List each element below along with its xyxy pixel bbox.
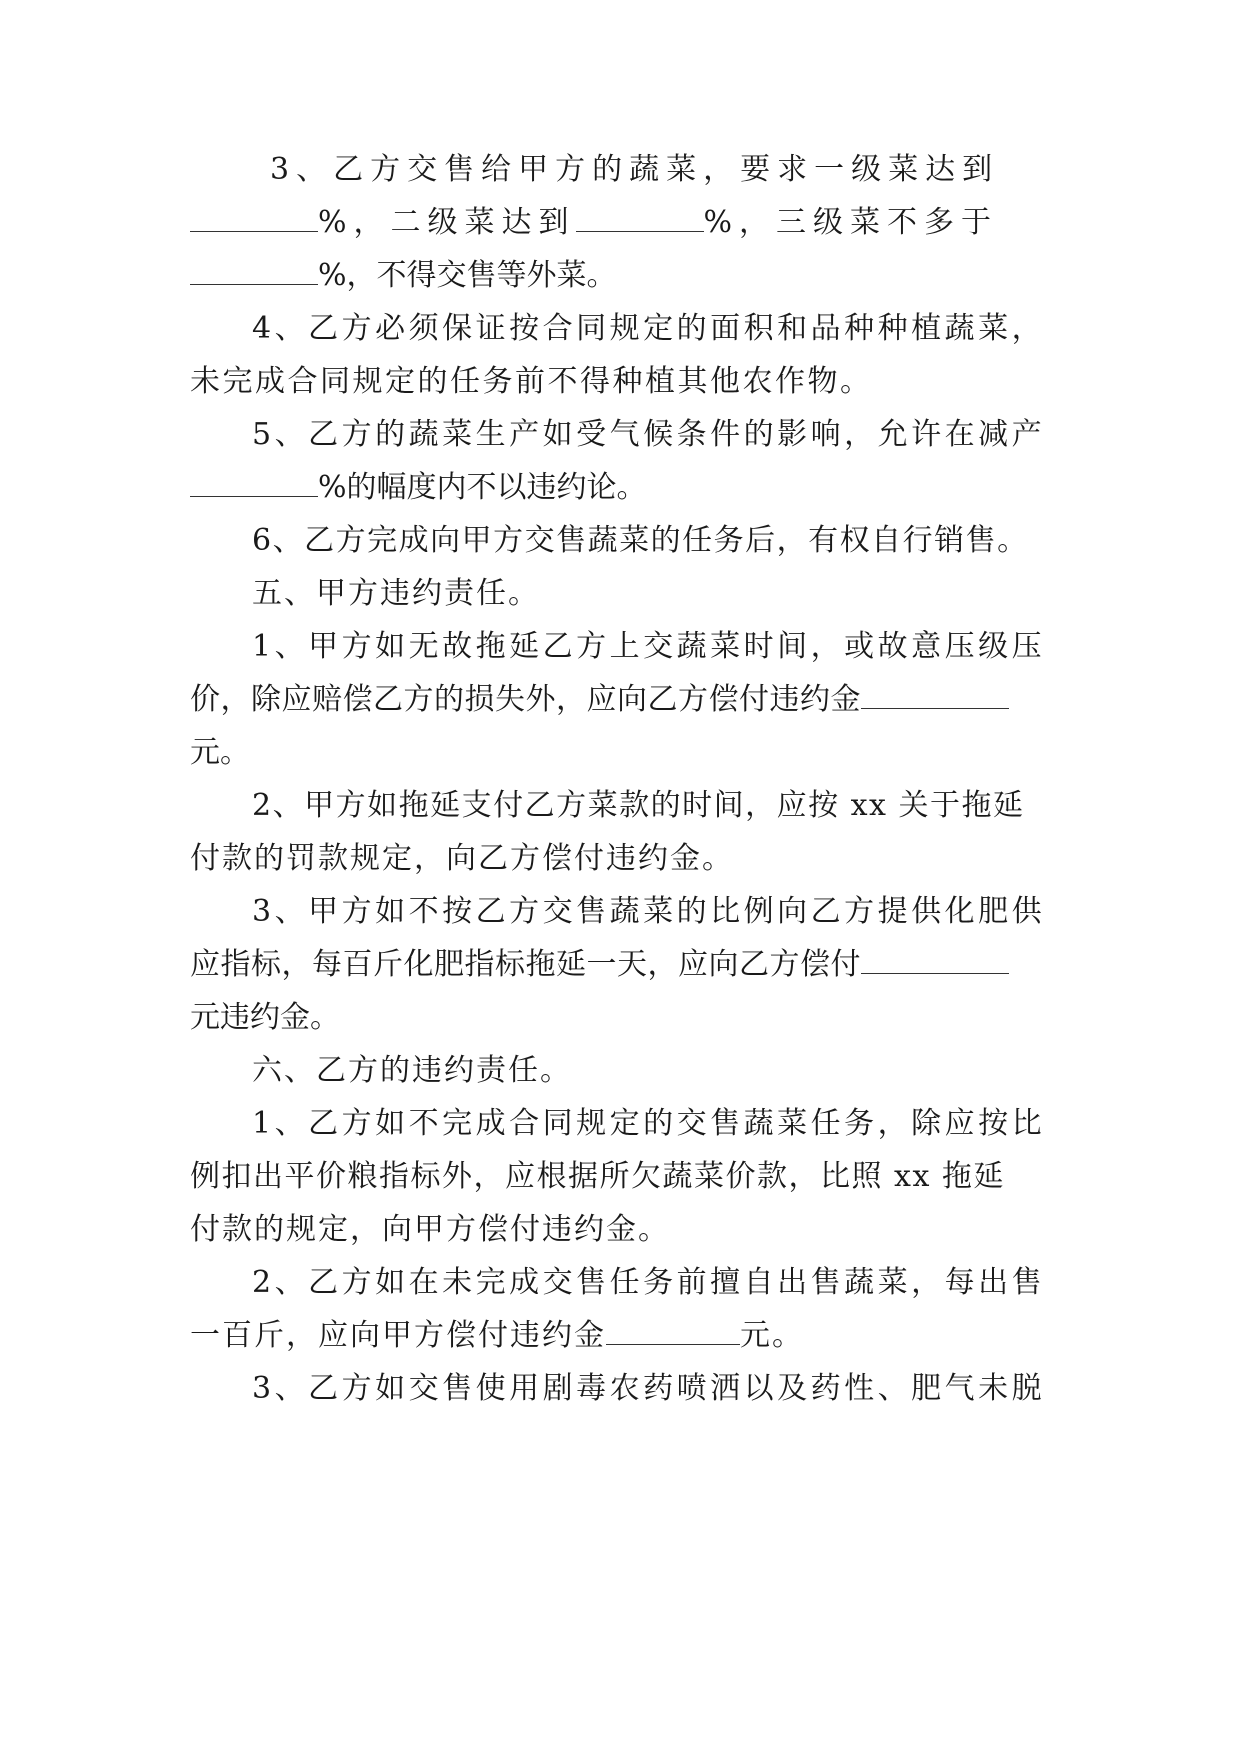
paragraph-line xyxy=(190,680,1050,720)
line-text: 3、乙方交售给甲方的蔬菜，要求一级菜达到 xyxy=(270,152,1000,187)
line-text: 5、乙方的蔬菜生产如受气候条件的影响，允许在减产 xyxy=(252,417,1046,452)
line-text: 3、甲方如不按乙方交售蔬菜的比例向乙方提供化肥供 xyxy=(252,894,1046,929)
paragraph-line xyxy=(190,945,1050,985)
line-text: %，三级菜不多于 xyxy=(703,205,999,240)
line-text: 未完成合同规定的任务前不得种植其他农作物。 xyxy=(190,364,873,399)
paragraph-line xyxy=(190,1157,1050,1197)
line-text: %，二级菜达到 xyxy=(318,205,576,240)
paragraph-line xyxy=(190,468,1050,508)
paragraph-line xyxy=(252,892,1050,932)
line-text: 元违约金。 xyxy=(190,1000,340,1035)
paragraph-line xyxy=(190,256,1050,296)
paragraph-line xyxy=(252,786,1050,826)
line-text: 付款的规定，向甲方偿付违约金。 xyxy=(190,1212,670,1247)
line-text: 6、乙方完成向甲方交售蔬菜的任务后，有权自行销售。 xyxy=(252,523,1029,558)
line-text: 4、乙方必须保证按合同规定的面积和品种种植蔬菜， xyxy=(252,311,1046,346)
line-text: 六、乙方的违约责任。 xyxy=(252,1053,572,1088)
line-text: 3、乙方如交售使用剧毒农药喷洒以及药性、肥气未脱 xyxy=(252,1371,1046,1406)
paragraph-line xyxy=(190,1316,1050,1356)
line-text: 1、乙方如不完成合同规定的交售蔬菜任务，除应按比 xyxy=(252,1106,1046,1141)
line-text: 2、乙方如在未完成交售任务前擅自出售蔬菜，每出售 xyxy=(252,1265,1046,1300)
paragraph-line xyxy=(190,362,1050,402)
paragraph-line xyxy=(252,415,1050,455)
section-heading xyxy=(252,574,1050,614)
paragraph-line xyxy=(190,1210,1050,1250)
fill-blank xyxy=(861,945,1009,974)
fill-blank xyxy=(576,203,704,232)
fill-blank xyxy=(606,1316,740,1345)
paragraph-line xyxy=(270,150,1050,190)
paragraph-line xyxy=(252,1263,1050,1303)
paragraph-line xyxy=(190,839,1050,879)
paragraph-line xyxy=(190,203,1050,243)
line-text: 一百斤，应向甲方偿付违约金 xyxy=(190,1318,606,1353)
line-text: 元。 xyxy=(190,735,250,770)
paragraph-line xyxy=(190,998,1050,1038)
line-text: %，不得交售等外菜。 xyxy=(318,258,617,293)
paragraph-line xyxy=(252,1369,1050,1409)
line-text: 2、甲方如拖延支付乙方菜款的时间，应按 xx 关于拖延 xyxy=(252,788,1025,823)
line-text: 付款的罚款规定，向乙方偿付违约金。 xyxy=(190,841,734,876)
fill-blank xyxy=(190,203,318,232)
paragraph-line xyxy=(252,627,1050,667)
line-text: 价，除应赔偿乙方的损失外，应向乙方偿付违约金 xyxy=(190,682,861,717)
paragraph-line xyxy=(252,1104,1050,1144)
paragraph-line xyxy=(252,521,1060,561)
fill-blank xyxy=(861,680,1009,709)
line-text: 应指标，每百斤化肥指标拖延一天，应向乙方偿付 xyxy=(190,947,861,982)
paragraph-line xyxy=(252,309,1050,349)
line-text: %的幅度内不以违约论。 xyxy=(318,470,647,505)
paragraph-line xyxy=(190,733,1050,773)
fill-blank xyxy=(190,468,318,497)
line-text: 元。 xyxy=(740,1318,804,1353)
section-heading xyxy=(252,1051,1050,1091)
line-text: 1、甲方如无故拖延乙方上交蔬菜时间，或故意压级压 xyxy=(252,629,1046,664)
fill-blank xyxy=(190,256,318,285)
line-text: 例扣出平价粮指标外，应根据所欠蔬菜价款，比照 xx 拖延 xyxy=(190,1159,1005,1194)
line-text: 五、甲方违约责任。 xyxy=(252,576,540,611)
